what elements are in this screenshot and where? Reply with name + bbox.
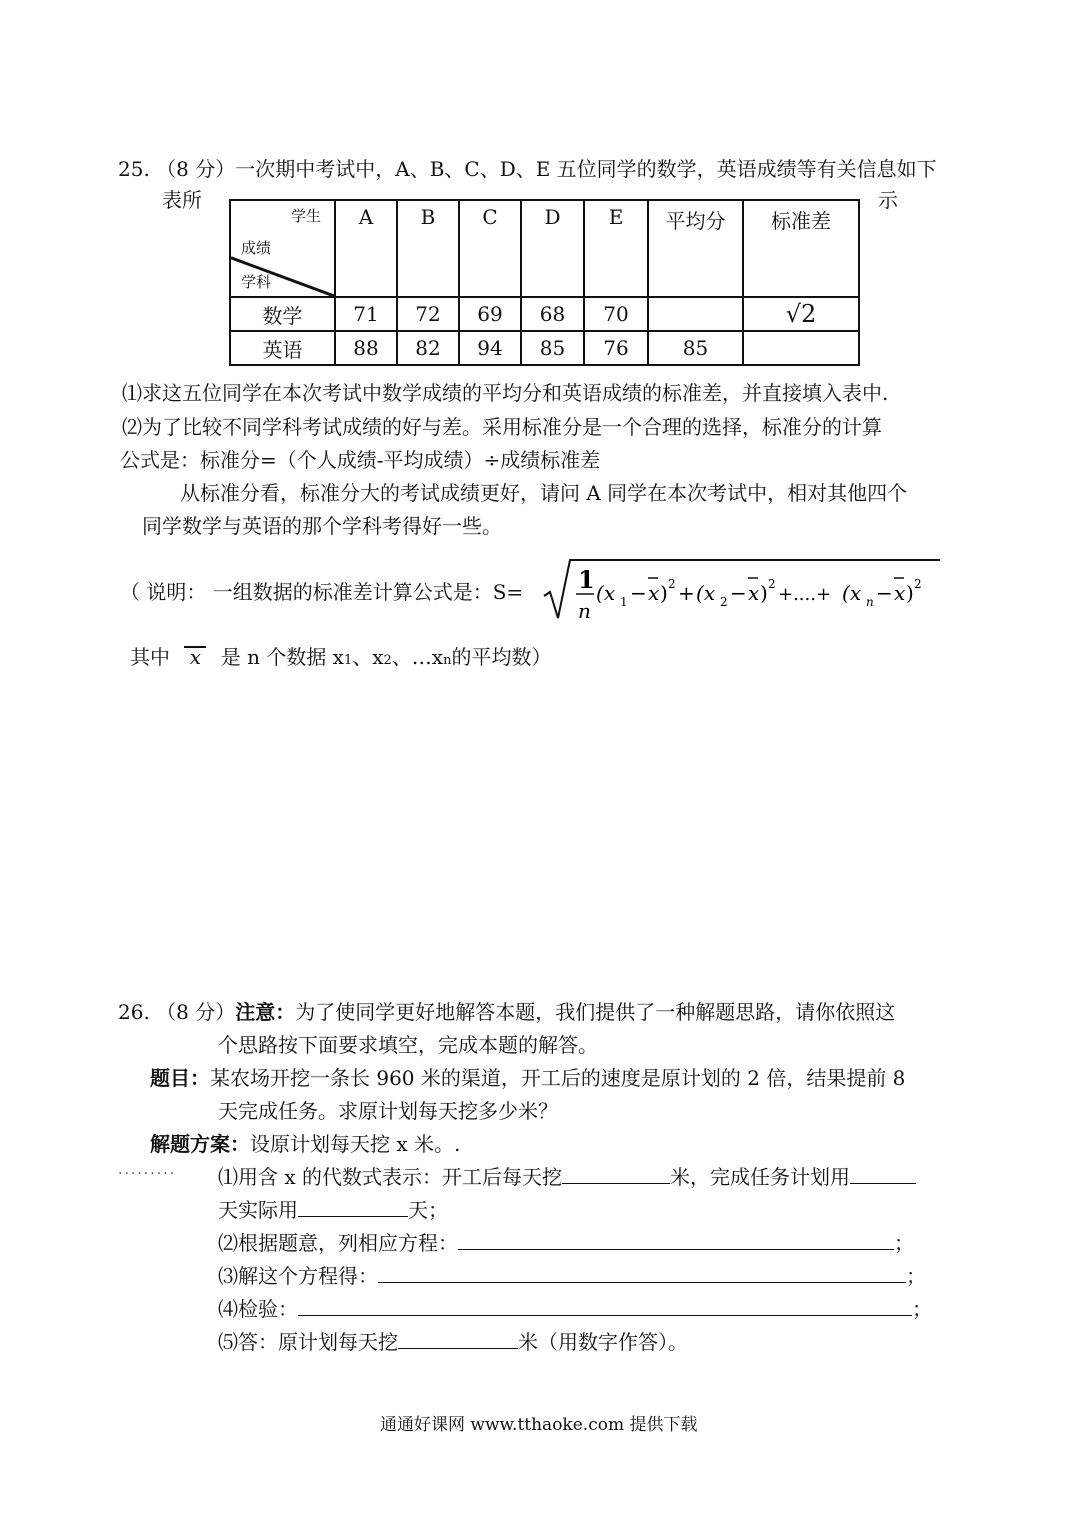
step-text: ⑷检验： xyxy=(218,1297,298,1321)
score-cell: 70 xyxy=(584,297,648,331)
q26-step1-cont xyxy=(218,1196,448,1222)
formula-xbar3: x xyxy=(894,581,906,605)
q25-note-label: （ 说明： 一组数据的标准差计算公式是：S= xyxy=(120,580,524,604)
blank-check[interactable] xyxy=(298,1295,912,1316)
q26-title-label: 题目： xyxy=(150,1066,210,1090)
score-table xyxy=(229,199,860,366)
formula-subn: n xyxy=(866,595,874,609)
formula-n: n xyxy=(578,599,591,623)
q26-step4 xyxy=(218,1295,932,1321)
score-cell: 85 xyxy=(521,331,584,365)
step-text: ⑵根据题意，列相应方程： xyxy=(218,1231,458,1255)
q25-note-line2 xyxy=(130,645,551,673)
q25-part3-line2: 同学数学与英语的那个学科考得好一些。 xyxy=(142,514,502,538)
svg-text:): ) xyxy=(760,581,768,605)
stddev-cell: √2 xyxy=(743,297,859,331)
step-text: ⑴用含 x 的代数式表示：开工后每天挖 xyxy=(218,1165,562,1189)
formula-sq2: 2 xyxy=(768,577,776,591)
formula-minus3: − xyxy=(876,581,893,605)
formula-x2: x xyxy=(703,581,716,605)
svg-text:(x: (x xyxy=(696,581,716,605)
note-text: 是 n 个数据 x xyxy=(220,645,344,669)
table-row-english xyxy=(230,331,859,365)
step-text: 天； xyxy=(408,1198,448,1222)
formula-sq1: 2 xyxy=(668,577,676,591)
q25-line2-right: 示 xyxy=(878,188,898,212)
formula-x1: x xyxy=(603,581,616,605)
score-cell: 76 xyxy=(584,331,648,365)
q26-step3 xyxy=(218,1262,926,1288)
score-cell: 69 xyxy=(459,297,521,331)
q25-part1: ⑴求这五位同学在本次考试中数学成绩的平均分和英语成绩的标准差，并直接填入表中. xyxy=(122,381,889,405)
q26-step5 xyxy=(218,1328,688,1354)
formula-plus: + xyxy=(678,581,695,605)
average-cell xyxy=(648,297,743,331)
q25-line1: 25. （8 分）一次期中考试中，A、B、C、D、E 五位同学的数学，英语成绩等有关信息如下 xyxy=(118,157,937,181)
score-cell: 72 xyxy=(397,297,459,331)
score-cell: 68 xyxy=(521,297,584,331)
row-subject: 英语 xyxy=(230,331,335,365)
note-text: 、x xyxy=(352,645,384,669)
svg-text:(x: (x xyxy=(596,581,616,605)
header-cell: A xyxy=(335,200,397,297)
stddev-formula xyxy=(540,556,940,626)
q26-notice-text: 为了使同学更好地解答本题，我们提供了一种解题思路，请你依照这 xyxy=(295,1000,896,1024)
row-subject: 数学 xyxy=(230,297,335,331)
score-cell: 71 xyxy=(335,297,397,331)
step-text: 米（用数字作答）。 xyxy=(518,1330,688,1354)
header-cell: E xyxy=(584,200,648,297)
q26-line2: 个思路按下面要求填空，完成本题的解答。 xyxy=(218,1033,598,1057)
q25-part2-line1: ⑵为了比较不同学科考试成绩的好与差。采用标准分是一个合理的选择，标准分的计算 xyxy=(122,415,882,439)
blank-solution[interactable] xyxy=(378,1262,906,1283)
formula-dots: +....+ xyxy=(778,584,832,605)
q26-line1 xyxy=(118,1000,895,1024)
formula-minus1: − xyxy=(630,581,647,605)
formula-sub2: 2 xyxy=(720,595,728,609)
formula-one: 1 xyxy=(578,565,595,594)
step-text: 米，完成任务计划用 xyxy=(670,1165,850,1189)
header-cell: C xyxy=(459,200,521,297)
table-header-row xyxy=(230,200,859,297)
q26-title-text: 某农场开挖一条长 960 米的渠道，开工后的速度是原计划的 2 倍，结果提前 8 xyxy=(210,1066,906,1090)
step-text: ⑸答：原计划每天挖 xyxy=(218,1330,398,1354)
stddev-cell xyxy=(743,331,859,365)
q26-title-line2: 天完成任务。求原计划每天挖多少米？ xyxy=(218,1099,558,1123)
formula-minus2: − xyxy=(730,581,747,605)
svg-text:): ) xyxy=(660,581,668,605)
header-cell: B xyxy=(397,200,459,297)
score-cell: 82 xyxy=(397,331,459,365)
q26-step1 xyxy=(218,1163,916,1189)
note-sub: 1 xyxy=(343,653,353,668)
note-sub: n xyxy=(443,653,452,668)
formula-xn: x xyxy=(849,581,862,605)
formula-xbar2: x xyxy=(748,581,760,605)
q26-plan-label: 解题方案： xyxy=(150,1132,250,1156)
blank-daily-actual[interactable] xyxy=(562,1163,670,1184)
formula-sq3: 2 xyxy=(914,577,922,591)
formula-sub1: 1 xyxy=(620,595,628,609)
note-text: 其中 xyxy=(130,645,170,669)
semicolon: ； xyxy=(894,1231,914,1255)
page-footer: 通通好课网 www.tthaoke.com 提供下载 xyxy=(380,1415,698,1435)
leader-dots: ......... xyxy=(118,1162,177,1178)
q25-part3-line1: 从标准分看，标准分大的考试成绩更好，请问 A 同学在本次考试中，相对其他四个 xyxy=(180,481,908,505)
formula-xbar1: x xyxy=(648,581,660,605)
note-text: 、…x xyxy=(391,645,444,669)
score-cell: 88 xyxy=(335,331,397,365)
blank-equation[interactable] xyxy=(458,1229,894,1250)
blank-actual-days[interactable] xyxy=(298,1196,408,1217)
score-cell: 94 xyxy=(459,331,521,365)
q26-step2 xyxy=(218,1229,914,1255)
q26-notice-label: 注意： xyxy=(235,1000,296,1024)
header-cell-stddev: 标准差 xyxy=(743,200,859,297)
header-cell-average: 平均分 xyxy=(648,200,743,297)
step-text: 天实际用 xyxy=(218,1198,298,1222)
semicolon: ； xyxy=(906,1264,926,1288)
blank-answer[interactable] xyxy=(398,1328,518,1349)
q26-plan xyxy=(150,1132,460,1156)
semicolon: ； xyxy=(912,1297,932,1321)
svg-text:): ) xyxy=(906,581,914,605)
diag-label-subject: 学科 xyxy=(241,273,272,291)
diag-label-student: 学生 xyxy=(291,207,322,225)
step-text: ⑶解这个方程得： xyxy=(218,1264,378,1288)
table-row-math xyxy=(230,297,859,331)
header-cell: D xyxy=(521,200,584,297)
q26-plan-text: 设原计划每天挖 x 米。. xyxy=(250,1132,461,1156)
table-diagonal-header xyxy=(230,200,335,297)
q26-title-line1 xyxy=(150,1066,905,1090)
diag-label-score: 成绩 xyxy=(241,239,272,257)
note-text: 的平均数） xyxy=(451,645,552,669)
q25-line2-left: 表所 xyxy=(162,188,202,212)
svg-text:(x: (x xyxy=(842,581,862,605)
note-sub: 2 xyxy=(383,653,392,668)
average-cell: 85 xyxy=(648,331,743,365)
q26-number: 26. （8 分） xyxy=(118,1000,236,1024)
q25-part2-line2: 公式是：标准分=（个人成绩-平均成绩）÷成绩标准差 xyxy=(120,448,601,472)
blank-planned-days[interactable] xyxy=(850,1163,916,1184)
xbar-symbol: x xyxy=(184,646,206,666)
